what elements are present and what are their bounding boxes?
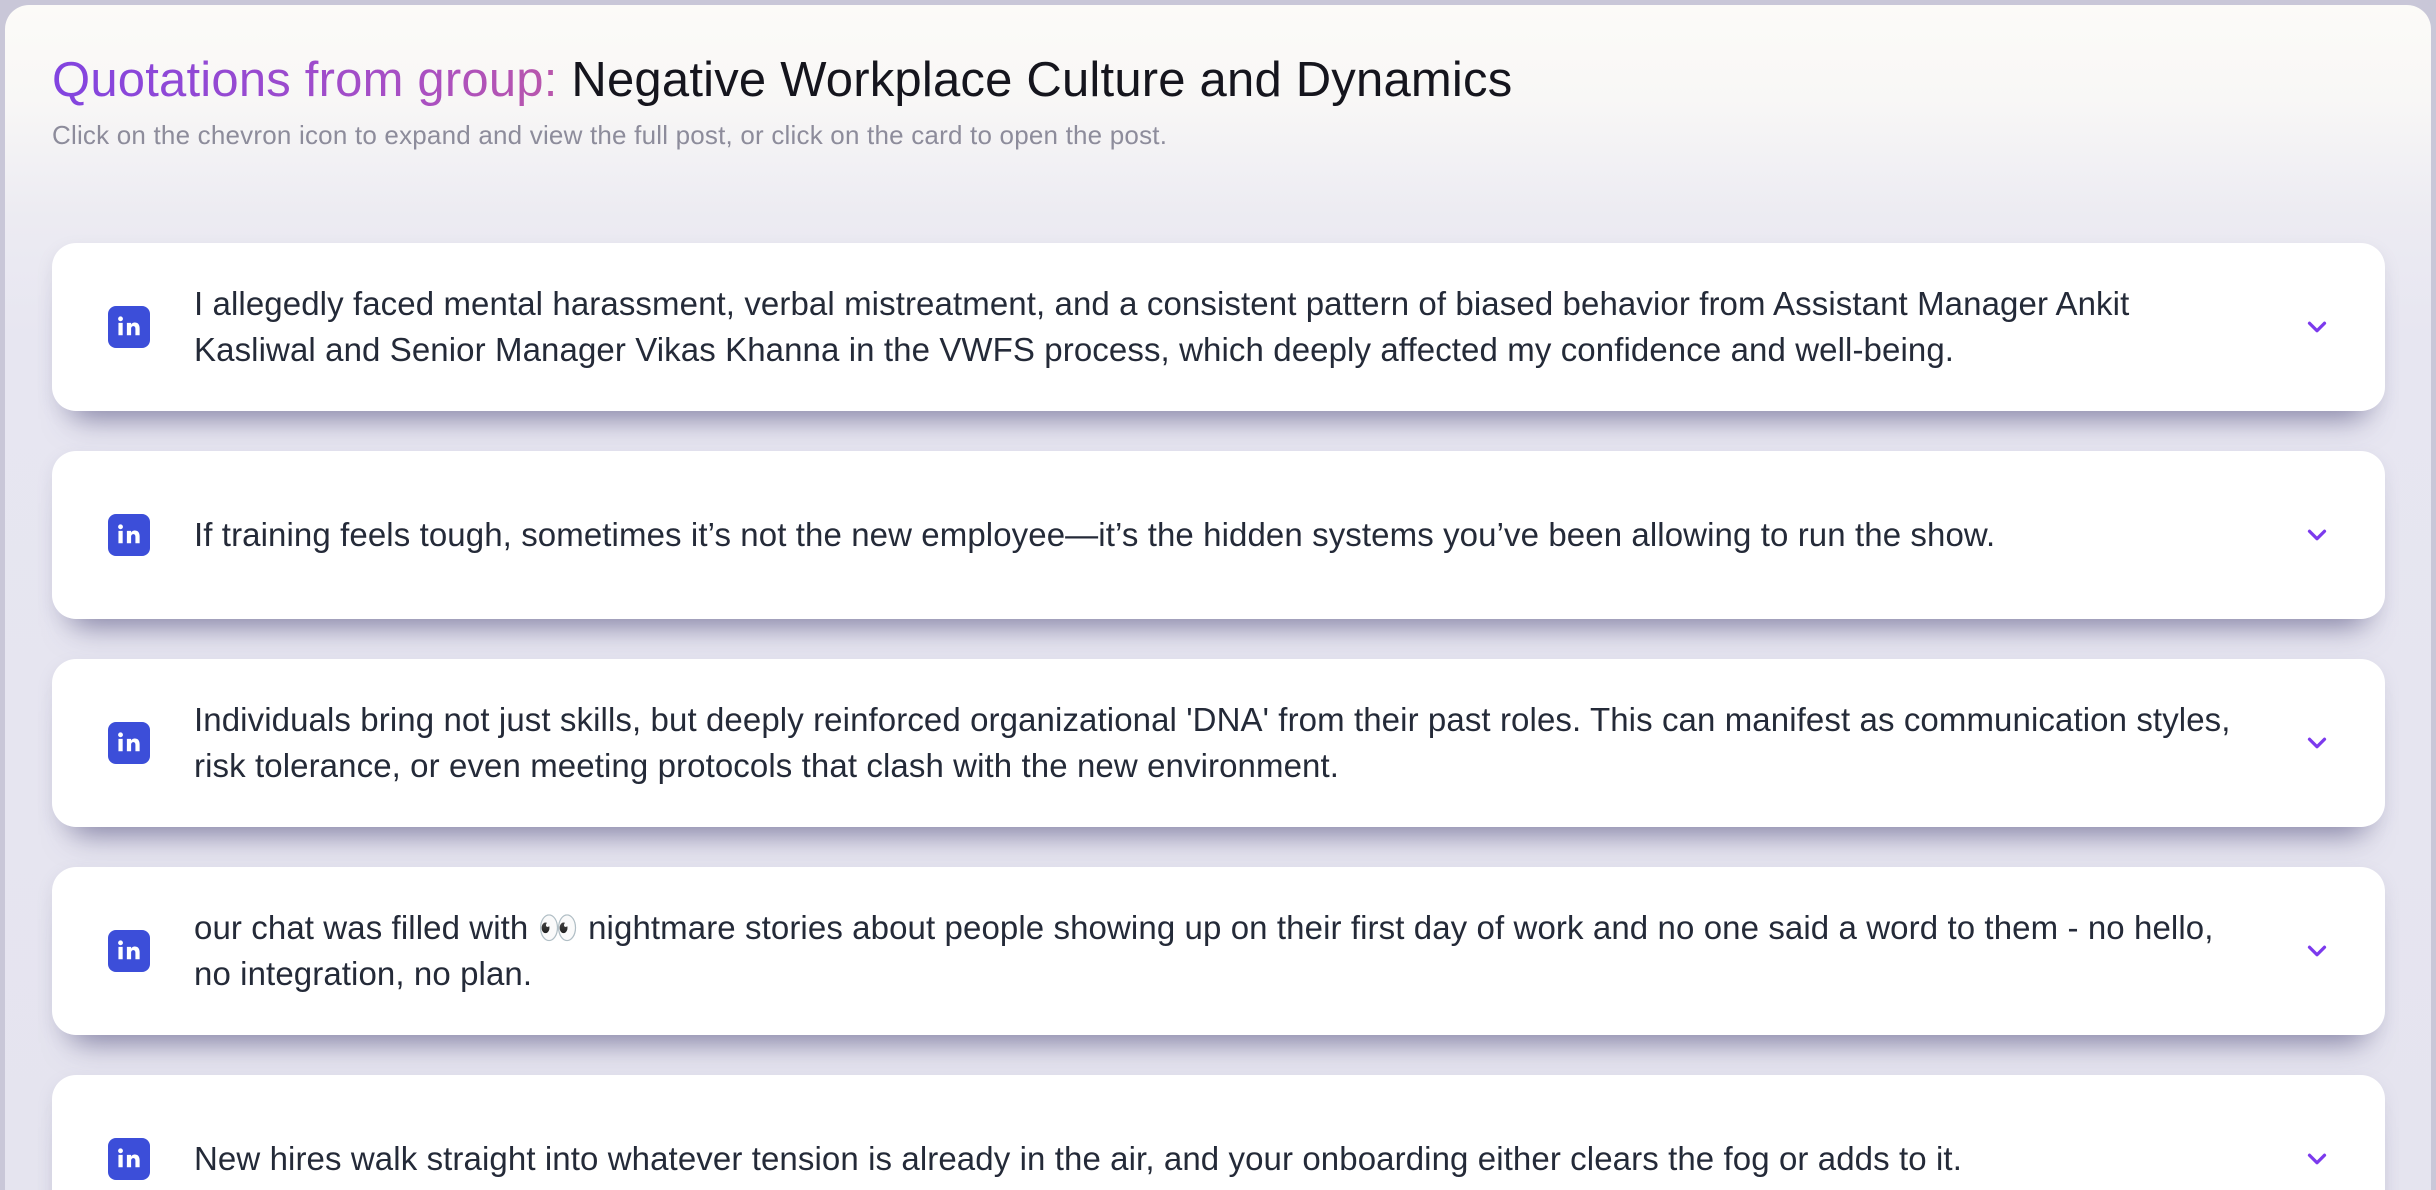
chevron-down-icon	[2302, 1144, 2332, 1174]
linkedin-icon	[108, 306, 150, 348]
expand-card-button[interactable]	[2295, 1137, 2339, 1181]
quote-card[interactable]	[52, 867, 2385, 1035]
linkedin-icon	[108, 930, 150, 972]
quote-card[interactable]	[52, 451, 2385, 619]
quote-card[interactable]	[52, 1075, 2385, 1190]
linkedin-icon	[108, 1138, 150, 1180]
quote-card-list	[52, 243, 2385, 1190]
linkedin-icon	[108, 722, 150, 764]
page-header	[5, 5, 2431, 155]
chevron-down-icon	[2302, 728, 2332, 758]
quote-card[interactable]	[52, 243, 2385, 411]
quote-text: our chat was filled with 👀 nightmare stories about people showing up on their first day of work and no one said a word to them - no hello, no integration, no plan.	[194, 909, 2214, 992]
quotations-page	[5, 5, 2431, 1190]
page-title-prefix: Quotations from group:	[52, 53, 558, 107]
linkedin-icon	[108, 514, 150, 556]
expand-card-button[interactable]	[2295, 305, 2339, 349]
quote-text: I allegedly faced mental harassment, verbal mistreatment, and a consistent pattern of biased behavior from Assistant Manager Ankit Kasliwal and Senior Manager Vikas Khanna in the VWFS process, which deeply affected my confidence and well-being.	[194, 285, 2130, 368]
quote-text: If training feels tough, sometimes it’s not the new employee—it’s the hidden systems you’ve been allowing to run the show.	[194, 516, 1996, 553]
page-subtitle: Click on the chevron icon to expand and view the full post, or click on the card to open the post.	[52, 120, 1168, 150]
chevron-down-icon	[2302, 936, 2332, 966]
quote-text: New hires walk straight into whatever tension is already in the air, and your onboarding either clears the fog or adds to it.	[194, 1140, 1962, 1177]
expand-card-button[interactable]	[2295, 513, 2339, 557]
quote-text: Individuals bring not just skills, but deeply reinforced organizational 'DNA' from their past roles. This can manifest as communication styles, risk tolerance, or even meeting protocols that clash with the new environment.	[194, 701, 2231, 784]
page-title	[52, 51, 2385, 110]
expand-card-button[interactable]	[2295, 929, 2339, 973]
page-title-group-name: Negative Workplace Culture and Dynamics	[571, 53, 1513, 107]
chevron-down-icon	[2302, 520, 2332, 550]
expand-card-button[interactable]	[2295, 721, 2339, 765]
chevron-down-icon	[2302, 312, 2332, 342]
quote-card[interactable]	[52, 659, 2385, 827]
